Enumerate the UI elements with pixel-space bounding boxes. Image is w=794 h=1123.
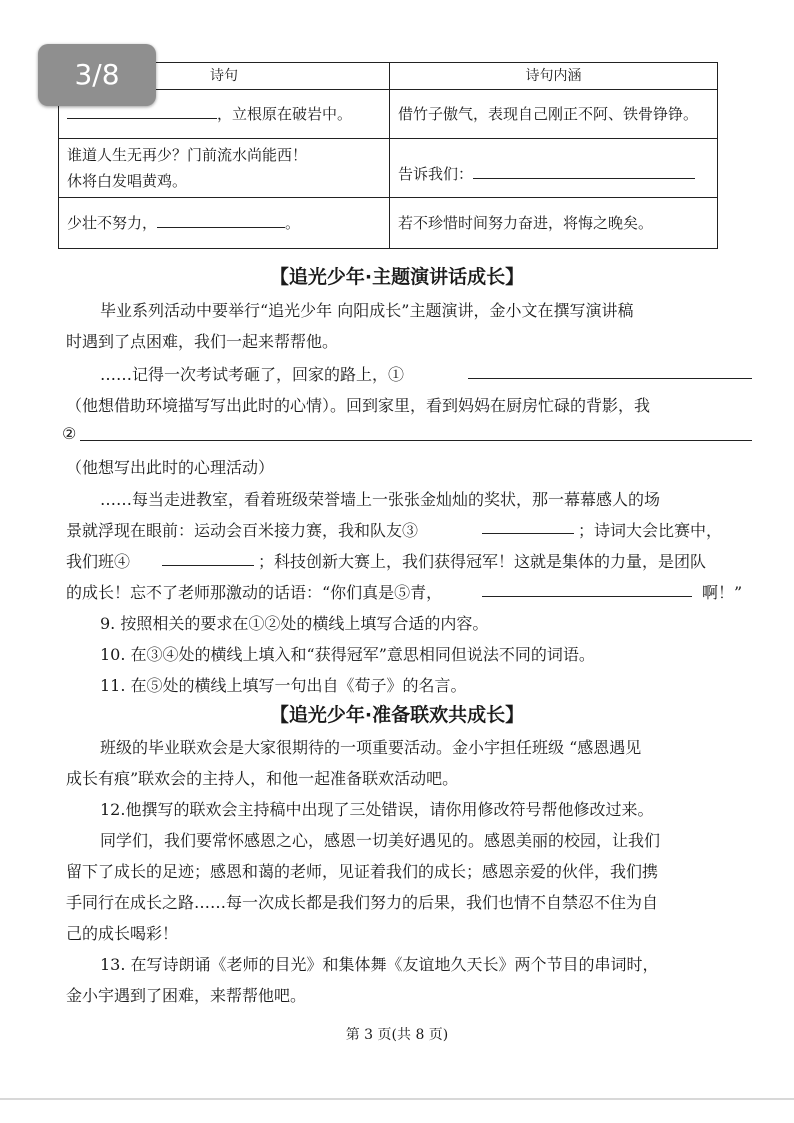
question-11: 11. 在⑤处的横线上填写一句出自《荀子》的名言。 (100, 676, 467, 695)
script-text: 手同行在成长之路……每一次成长都是我们努力的后果，我们也情不自禁忍不住为自 (66, 893, 659, 912)
passage-text: 的成长！忘不了老师那激动的话语：“你们真是⑤青， (66, 583, 443, 602)
passage-text: 景就浮现在眼前：运动会百米接力赛，我和队友③ (66, 521, 419, 540)
question-13-cont: 金小宇遇到了困难，来帮帮他吧。 (66, 986, 307, 1005)
answer-line-1[interactable] (468, 378, 752, 379)
answer-line-4[interactable] (162, 565, 254, 566)
page-footer: 第 3 页(共 8 页) (345, 1027, 449, 1043)
question-12: 12.他撰写的联欢会主持稿中出现了三处错误，请你用修改符号帮他修改过来。 (100, 800, 654, 819)
poem-text: 少壮不努力， (67, 214, 158, 232)
script-text: 留下了成长的足迹；感恩和蔼的老师，见证着我们的成长；感恩亲爱的伙伴，我们携 (66, 862, 659, 881)
intro-text: 成长有痕”联欢会的主持人，和他一起准备联欢活动吧。 (66, 769, 459, 788)
answer-blank[interactable] (473, 164, 695, 179)
poem-line: 休将白发唱黄鸡。 (67, 172, 188, 190)
intro-text: 班级的毕业联欢会是大家很期待的一项重要活动。金小宇担任班级 “感恩遇见 (100, 738, 642, 757)
blank-marker: ② (62, 424, 77, 443)
page-divider (0, 1098, 794, 1100)
table-row (59, 198, 718, 249)
intro-text: 毕业系列活动中要举行“追光少年 向阳成长”主题演讲，金小文在撰写演讲稿 (100, 301, 634, 320)
answer-blank[interactable] (157, 213, 285, 228)
script-text: 同学们，我们要常怀感恩之心，感恩一切美好遇见的。感恩美丽的校园，让我们 (100, 831, 661, 850)
answer-line-2[interactable] (80, 440, 752, 441)
poem-cell (59, 139, 390, 198)
section-heading: 【追光少年·主题演讲话成长】 (269, 266, 525, 288)
passage-text: ；诗词大会比赛中， (578, 521, 723, 540)
passage-text: （他想借助环境描写写出此时的心情）。回到家里，看到妈妈在厨房忙碌的背影，我 (66, 396, 651, 415)
poem-text: 。 (285, 214, 301, 232)
passage-text: ……记得一次考试考砸了，回家的路上，① (100, 365, 405, 384)
passage-text: 啊！” (702, 583, 743, 602)
intro-text: 时遇到了点困难，我们一起来帮帮他。 (66, 332, 339, 351)
meaning-prefix: 告诉我们： (398, 164, 474, 183)
table-row (59, 139, 718, 198)
column-header-poem: 诗句 (59, 63, 390, 90)
passage-text: 我们班④ (66, 552, 131, 571)
passage-text: ；科技创新大赛上，我们获得冠军！这就是集体的力量，是团队 (258, 552, 707, 571)
table-row (59, 90, 718, 139)
meaning-cell: 借竹子傲气，表现自己刚正不阿、铁骨铮铮。 (390, 90, 718, 139)
question-13: 13. 在写诗朗诵《老师的目光》和集体舞《友谊地久天长》两个节目的串词时， (100, 955, 659, 974)
passage-note: （他想写出此时的心理活动） (66, 458, 275, 477)
meaning-cell (390, 139, 718, 198)
answer-line-5[interactable] (482, 596, 692, 597)
section-heading: 【追光少年·准备联欢共成长】 (269, 704, 525, 726)
answer-blank[interactable] (67, 104, 217, 119)
poem-table (58, 62, 718, 249)
passage-text: ……每当走进教室，看着班级荣誉墙上一张张金灿灿的奖状，那一幕幕感人的场 (100, 490, 661, 509)
poem-cell (59, 198, 390, 249)
column-header-meaning: 诗句内涵 (390, 63, 718, 90)
poem-line: 谁道人生无再少？门前流水尚能西！ (67, 146, 308, 164)
question-9: 9. 按照相关的要求在①②处的横线上填写合适的内容。 (100, 614, 489, 633)
answer-line-3[interactable] (482, 533, 574, 534)
page-indicator-badge[interactable]: 3/8 (38, 44, 156, 106)
question-10: 10. 在③④处的横线上填入和“获得冠军”意思相同但说法不同的词语。 (100, 645, 595, 664)
poem-text: ，立根原在破岩中。 (217, 105, 353, 123)
meaning-cell: 若不珍惜时间努力奋进，将悔之晚矣。 (390, 198, 718, 249)
table-header-row (59, 63, 718, 90)
script-text: 己的成长喝彩！ (66, 924, 179, 943)
